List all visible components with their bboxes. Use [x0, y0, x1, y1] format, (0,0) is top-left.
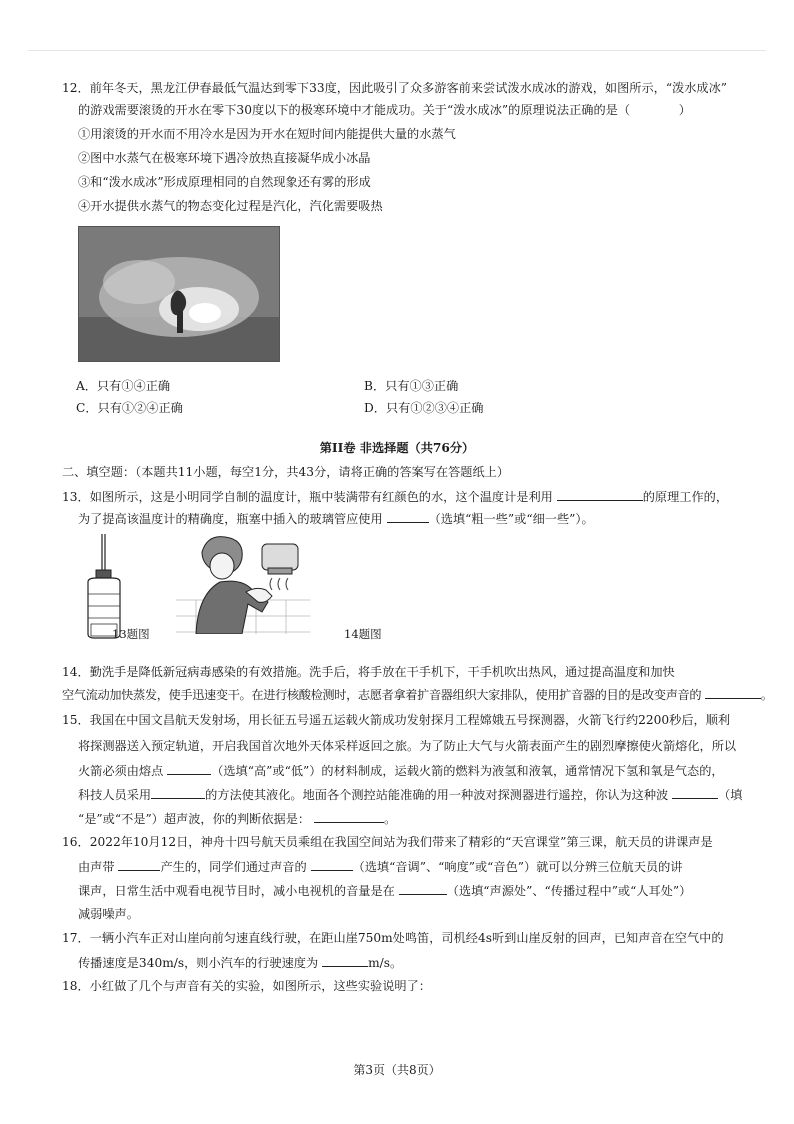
q15-blank-2[interactable] [151, 786, 205, 799]
q13-blank-1[interactable] [557, 488, 643, 501]
q15-line1: 15．我国在中国文昌航天发射场，用长征五号遥五运载火箭成功发射探月工程嫦娥五号探测器，火箭飞行约2200秒后，顺利 [62, 713, 731, 727]
q15-blank-1[interactable] [167, 762, 211, 775]
splash-photo-graphic [79, 227, 279, 361]
q16-blank-3[interactable] [399, 882, 447, 895]
q12-option-d: D．只有①②③④正确 [364, 401, 484, 415]
page-number-footer: 第3页（共8页） [353, 1063, 441, 1077]
q16-line2: 由声带 产生的，同学们通过声音的 （选填“音调”、“响度”或“音色”）就可以分辨三位航天员的讲 [78, 860, 683, 874]
q12-statement-2: ②图中水蒸气在极寒环境下遇冷放热直接凝华成小冰晶 [78, 151, 371, 165]
q12-statement-1: ①用滚烫的开水而不用冷水是因为开水在短时间内能提供大量的水蒸气 [78, 127, 456, 141]
q12-option-a: A．只有①④正确 [76, 379, 171, 393]
q18-line1: 18．小红做了几个与声音有关的实验，如图所示，这些实验说明了： [62, 979, 431, 993]
q12-photo-splash-water-ice [78, 226, 280, 362]
q16-line3: 课声，日常生活中观看电视节目时，减小电视机的音量是在 （选填“声源处”、“传播过程中”或“人耳处”） [78, 884, 692, 898]
q15-blank-4[interactable] [314, 810, 384, 823]
q17-line1: 17．一辆小汽车正对山崖向前匀速直线行驶，在距山崖750m处鸣笛，司机经4s听到山崖反射的回声，已知声音在空气中的 [62, 931, 724, 945]
q13-line1: 13．如图所示，这是小明同学自制的温度计，瓶中装满带有红颜色的水，这个温度计是利用 的原理工作的， [62, 490, 729, 504]
q16-blank-1[interactable] [118, 858, 160, 871]
q16-blank-2[interactable] [311, 858, 353, 871]
q15-line5: “是”或“不是”）超声波，你的判断依据是： 。 [78, 812, 397, 826]
q13-thermometer-bottle-figure [74, 532, 134, 640]
q15-line3: 火箭必须由熔点 （选填“高”或“低”）的材料制成，运载火箭的燃料为液氢和液氧，通常情况下氢和氧是气态的， [78, 764, 724, 778]
q12-answer-bracket: （ ） [617, 103, 691, 117]
q12-option-b: B．只有①③正确 [364, 379, 459, 393]
q12-stem-line2: 的游戏需要滚烫的开水在零下30度以下的极寒环境中才能成功。关于“泼水成冰”的原理说法正确的是（ ） [78, 103, 691, 117]
q15-blank-3[interactable] [672, 786, 718, 799]
q16-line1: 16．2022年10月12日，神舟十四号航天员乘组在我国空间站为我们带来了精彩的“天宫课堂”第三课，航天员的讲课声是 [62, 835, 713, 849]
q13-blank-2[interactable] [387, 510, 429, 523]
q16-line4: 减弱噪声。 [78, 907, 139, 921]
section-title: 第II卷 非选择题（共76分） [319, 441, 475, 455]
q12-statement-3: ③和“泼水成冰”形成原理相同的自然现象还有雾的形成 [78, 175, 371, 189]
q15-line4: 科技人员采用 的方法使其液化。地面各个测控站能准确的用一种波对探测器进行遥控，你认为这种波 （填 [78, 788, 743, 802]
q17-blank-1[interactable] [322, 954, 368, 967]
q14-line1: 14．勤洗手是降低新冠病毒感染的有效措施。洗手后，将手放在干手机下，干手机吹出热风，通过提高温度和加快 [62, 665, 675, 679]
q13-line2: 为了提高该温度计的精确度，瓶塞中插入的玻璃管应使用 （选填“粗一些”或“细一些”）。 [78, 512, 594, 526]
q15-line2: 将探测器送入预定轨道，开启我国首次地外天体采样返回之旅。为了防止大气与火箭表面产生的剧烈摩擦使火箭熔化，所以 [78, 739, 737, 753]
q13-figure-label: 13题图 [112, 627, 150, 641]
q14-figure-label: 14题图 [344, 627, 382, 641]
q17-line2: 传播速度是340m/s，则小汽车的行驶速度为 m/s。 [78, 956, 403, 970]
q12-stem-line1: 12．前年冬天，黑龙江伊春最低气温达到零下33度，因此吸引了众多游客前来尝试泼水成冰的游戏，如图所示，“泼水成冰” [62, 81, 728, 95]
q12-option-c: C．只有①②④正确 [76, 401, 183, 415]
page-top-rule [28, 50, 766, 51]
q14-hand-dryer-figure [176, 530, 310, 634]
section-instruction: 二、填空题：（本题共11小题，每空1分，共43分，请将正确的答案写在答题纸上） [62, 465, 510, 479]
q12-statement-4: ④开水提供水蒸气的物态变化过程是汽化，汽化需要吸热 [78, 199, 383, 213]
q14-line2: 空气流动加快蒸发，使手迅速变干。在进行核酸检测时，志愿者拿着扩音器组织大家排队，使用扩音器的目的是改变声音的 。 [62, 688, 773, 702]
q14-blank-1[interactable] [705, 686, 761, 699]
